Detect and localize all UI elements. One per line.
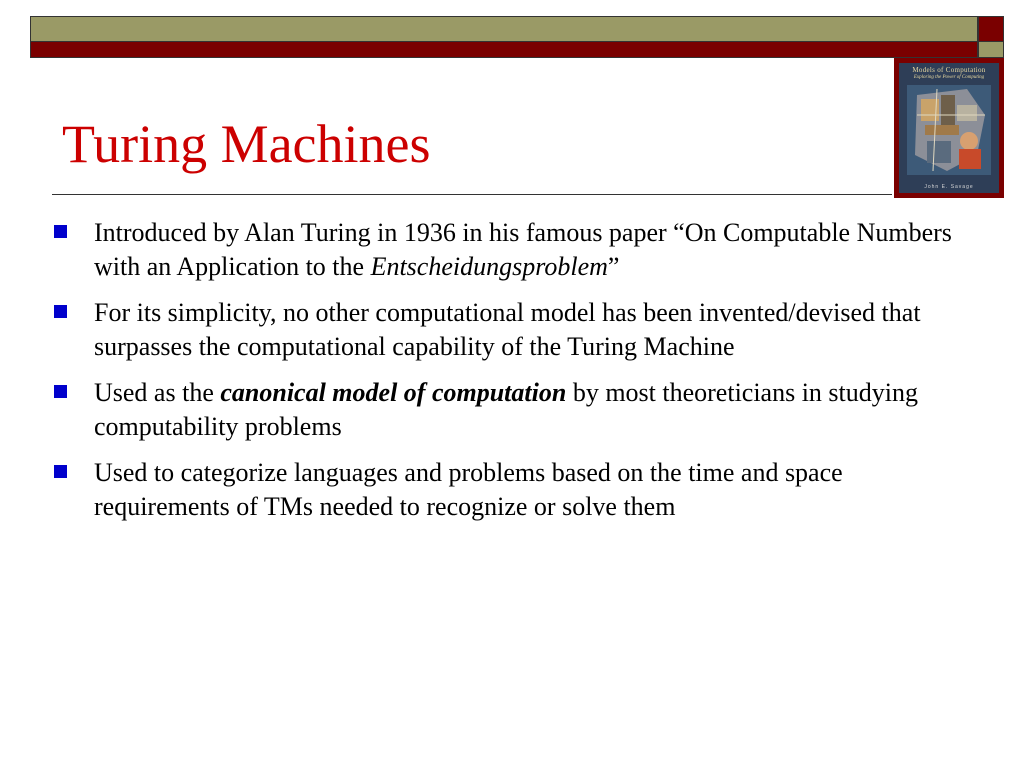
bullet-item bbox=[50, 216, 970, 284]
square-bullet-icon bbox=[54, 465, 67, 478]
bullet-item bbox=[50, 376, 970, 444]
square-bullet-icon bbox=[54, 385, 67, 398]
title-divider bbox=[52, 194, 892, 195]
bullet-text: by most theoreticians in studying computability problems bbox=[94, 378, 918, 441]
corner-block-olive bbox=[978, 42, 1004, 58]
bullet-text: Introduced by Alan Turing in 1936 in his famous paper “On Computable Numbers with an Application to the bbox=[94, 218, 952, 281]
bullet-list bbox=[50, 216, 970, 536]
bullet-text-italic: Entscheidungsproblem bbox=[370, 252, 608, 281]
book-cover-artwork bbox=[907, 85, 991, 175]
book-cover-inner bbox=[899, 63, 999, 193]
bullet-item bbox=[50, 296, 970, 364]
square-bullet-icon bbox=[54, 225, 67, 238]
bullet-item bbox=[50, 456, 970, 524]
bullet-text-bold-italic: canonical model of computation bbox=[220, 378, 567, 407]
book-cover-title: Models of Computation bbox=[912, 66, 986, 74]
bullet-text: Used to categorize languages and problems based on the time and space requirements of TMs needed to recognize or solve them bbox=[94, 458, 843, 521]
bullet-text: Used as the bbox=[94, 378, 221, 407]
book-cover-image bbox=[894, 58, 1004, 198]
slide-title: Turing Machines bbox=[62, 114, 431, 174]
book-cover-subtitle: Exploring the Power of Computing bbox=[913, 75, 985, 80]
bullet-text: ” bbox=[607, 252, 620, 281]
square-bullet-icon bbox=[54, 305, 67, 318]
book-cover-author: John E. Savage bbox=[924, 184, 974, 190]
bullet-text: For its simplicity, no other computational model has been invented/devised that surpasses the computational capability of the Turing Machine bbox=[94, 298, 921, 361]
corner-block-red bbox=[978, 16, 1004, 42]
top-decorative-bar-red bbox=[30, 42, 978, 58]
top-decorative-bar bbox=[30, 16, 978, 42]
